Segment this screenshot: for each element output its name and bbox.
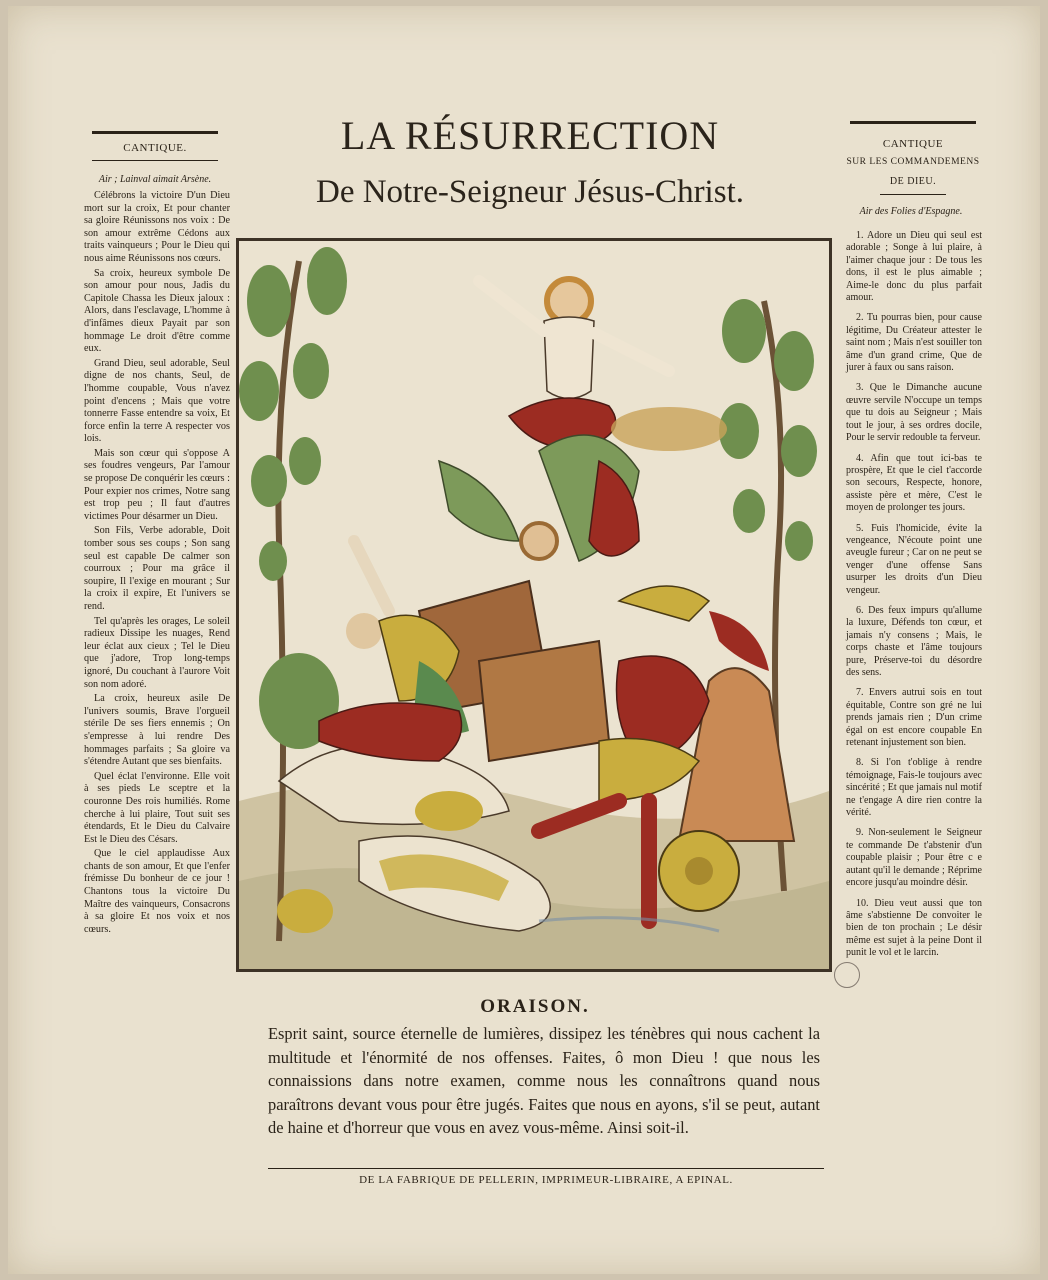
commandment-stanza: 1. Adore un Dieu qui seul est adorable ; Songe à lui plaire, à l'aimer chaque jour : De tous les dons, il est le plus aimable ; Aime-le donc du plus parfait amour.	[846, 230, 982, 304]
commandment-stanza: 10. Dieu veut aussi que ton âme s'abstienne De convoiter le bien de ton prochain ; Le désir même est sujet à la peine Dont il punit le vol et le larcin.	[846, 897, 982, 959]
hymn-stanza: Sa croix, heureux symbole De son amour pour nous, Jadis du Capitole Chassa les Dieux jaloux : Alors, dans l'esclavage, L'homme à d'infâmes dieux Payait par son hommage Le droit d'être comme eux.	[84, 267, 230, 355]
page-subtitle: De Notre-Seigneur Jésus-Christ.	[315, 174, 744, 210]
christ-figure	[479, 279, 727, 451]
hymn-stanza: La croix, heureux asile De l'univers soumis, Brave l'orgueil stérile De ses fiers ennemis ; On s'empresse à lui rendre Des hommages parfaits ; Sa gloire va s'étendre Autant que ses bienfaits.	[84, 693, 230, 768]
left-tree-foliage	[239, 247, 347, 749]
right-column-air: Air des Folies d'Espagne.	[859, 206, 963, 217]
commandment-stanza: 9. Non-seulement le Seigneur te commande De t'abstenir d'un coupable plaisir ; Pour être c e autant qu'il le demande ; Réprime encore jusqu'au moindre désir.	[846, 827, 982, 889]
left-column-heading: CANTIQUE.	[123, 142, 187, 154]
right-column-heading-line3: DE DIEU.	[889, 176, 937, 187]
oraison-text: Esprit saint, source éternelle de lumières, dissipez les ténèbres qui nous cachent la multitude et l'énormité de nos offenses. Faites, ô mon Dieu ! que nous les connaissions dans notre examen, comme nous les connaîtrons quand nous paraîtrons devant vous pour être jugés. Faites que nous en ayons, s'il se peut, autant de haine et d'horreur que vous en avez vous-même. Ainsi soit-il.	[268, 1024, 820, 1137]
commandment-stanza: 4. Afin que tout ici-bas te prospère, Et que le ciel t'accorde son secours, Respecte, honore, assiste père et mère, C'est le moyen de prolonger tes jours.	[846, 452, 982, 514]
hymn-stanza: Son Fils, Verbe adorable, Doit tomber sous ses coups ; Son sang seul est capable De calmer son courroux ; Pour ma grâce il soupire, Il l'exige en mourant ; Sur la croix il expire, Et l'univers se rend.	[84, 525, 230, 612]
right-column-heading-line1: CANTIQUE	[882, 138, 944, 150]
commandment-stanza: 6. Des feux impurs qu'allume la luxure, Défends ton cœur, et jamais n'y consens ; Mais, le corps chaste et l'âme toujours pure, Préserve-toi du désordre des sens.	[846, 604, 982, 678]
angel-figure	[439, 435, 639, 561]
commandment-stanza: 7. Envers autrui sois en tout équitable, Contre son gré ne lui prends jamais rien ; D'un crime égal on est encore coupable En retenant injustement son bien.	[846, 687, 982, 749]
resurrection-illustration	[236, 238, 832, 972]
library-stamp	[834, 962, 860, 988]
hymn-stanza: Célébrons la victoire D'un Dieu mort sur la croix, Et pour chanter sa gloire Réunissons nos voix : De son amour extrême Cédons aux traits vainqueurs ; Pour le Dieu qui nous aime Réunissons nos cœurs.	[84, 190, 230, 264]
oraison-title: ORAISON.	[480, 996, 590, 1017]
right-column-heading-line2: SUR LES COMMANDEMENS	[846, 157, 980, 167]
page-title: LA RÉSURRECTION	[340, 113, 720, 158]
imprint: DE LA FABRIQUE DE PELLERIN, IMPRIMEUR-LIBRAIRE, A EPINAL.	[359, 1174, 733, 1186]
commandment-stanza: 3. Que le Dimanche aucune œuvre servile N'occupe un temps que tu dois au Seigneur ; Mais tout le jour, à ses ordres docile, Pour le servir redouble ta ferveur.	[846, 382, 982, 444]
left-column-heading-rule	[92, 160, 218, 161]
commandment-stanza: 8. Si l'on t'oblige à rendre témoignage, Fais-le toujours avec sincérité ; Et que jamais nul motif ne t'engage A dire rien contre la vérité.	[846, 757, 982, 819]
woodcut-image	[239, 241, 829, 969]
hymn-stanza: Que le ciel applaudisse Aux chants de son amour, Et que l'enfer frémisse Du bonheur de ce jour ! Chantons tous la victoire Du Maître des vainqueurs, Consacrons à sa gloire Et nos voix et nos cœurs.	[84, 848, 230, 935]
commandment-stanza: 5. Fuis l'homicide, évite la vengeance, N'écoute point une aveugle fureur ; Car on ne peut se venger d'une offense Sans usurper les droits d'un Dieu vengeur.	[846, 522, 982, 596]
right-column-top-rule	[850, 121, 976, 124]
hymn-stanza: Grand Dieu, seul adorable, Seul digne de nos chants, Seul, de l'homme coupable, Vous n'avez point d'encens ; Mais que votre tonnerre Fasse entendre sa voix, Et force enfin la terre A respecter vos lois.	[84, 357, 230, 445]
hymn-stanza: Quel éclat l'environne. Elle voit à ses pieds Le sceptre et la couronne Des rois humiliés. Rome cherche à lui plaire, Tout suit ses étendards, Et le Dieu du Calvaire Est le Dieu des Césars.	[84, 770, 230, 845]
hymn-stanza: Mais son cœur qui s'oppose A ses foudres vengeurs, Par l'amour se propose De conquérir les cœurs : Pour expier nos crimes, Notre sang est trop peu ; Il faut d'autres victimes Pour désarmer un Dieu.	[84, 447, 230, 522]
left-column-air: Air ; Lainval aimait Arsène.	[98, 174, 212, 185]
imprint-rule	[268, 1168, 824, 1169]
left-column-top-rule	[92, 131, 218, 134]
left-column-hymn	[84, 190, 230, 938]
commandment-stanza: 2. Tu pourras bien, pour cause légitime, Du Créateur attester le saint nom ; Mais n'est souiller ton âme d'un grand crime, Que de jurer à faux ou sans raison.	[846, 312, 982, 374]
right-column-heading-rule	[880, 194, 946, 195]
right-column-commandments	[846, 230, 982, 968]
hymn-stanza: Tel qu'après les orages, Le soleil radieux Dissipe les nuages, Rend leur éclat aux cieux ; Tel le Dieu que j'adore, Trop long-temps ignoré, Du couchant à l'aurore Voit son nom adoré.	[84, 615, 230, 690]
tomb	[479, 641, 609, 761]
